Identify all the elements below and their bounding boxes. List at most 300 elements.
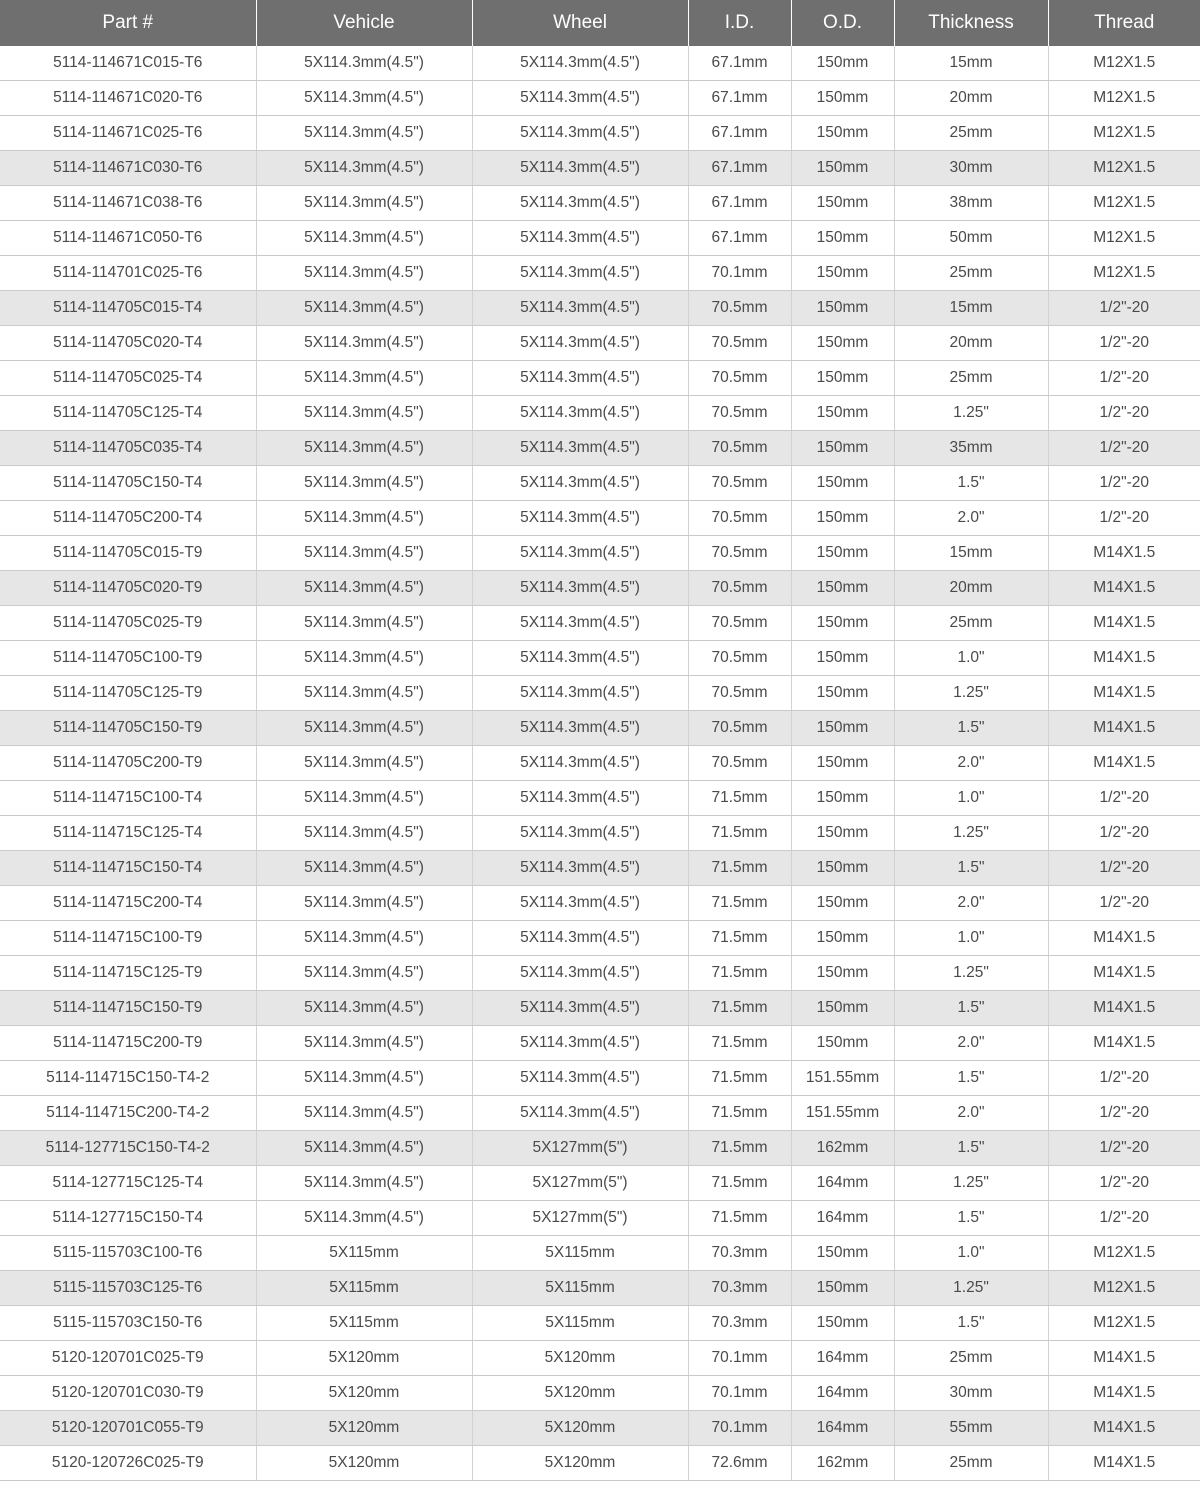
cell-vehicle: 5X114.3mm(4.5")	[256, 816, 472, 851]
table-row	[0, 361, 1200, 396]
cell-thread: M12X1.5	[1048, 151, 1200, 186]
cell-part-number: 5120-120701C055-T9	[0, 1411, 256, 1446]
cell-wheel: 5X114.3mm(4.5")	[472, 1026, 688, 1061]
cell-outer-diameter: 150mm	[791, 571, 894, 606]
cell-inner-diameter: 67.1mm	[688, 46, 791, 81]
header-part-number: Part #	[0, 0, 256, 46]
cell-wheel: 5X114.3mm(4.5")	[472, 746, 688, 781]
cell-part-number: 5114-127715C150-T4	[0, 1201, 256, 1236]
cell-vehicle: 5X114.3mm(4.5")	[256, 921, 472, 956]
cell-vehicle: 5X115mm	[256, 1306, 472, 1341]
cell-wheel: 5X114.3mm(4.5")	[472, 186, 688, 221]
cell-wheel: 5X127mm(5")	[472, 1201, 688, 1236]
table-row	[0, 1166, 1200, 1201]
cell-thickness: 1.0"	[894, 921, 1048, 956]
cell-wheel: 5X114.3mm(4.5")	[472, 46, 688, 81]
cell-thickness: 55mm	[894, 1411, 1048, 1446]
cell-thread: M14X1.5	[1048, 956, 1200, 991]
table-row	[0, 886, 1200, 921]
cell-wheel: 5X114.3mm(4.5")	[472, 256, 688, 291]
cell-outer-diameter: 162mm	[791, 1131, 894, 1166]
table-row	[0, 641, 1200, 676]
cell-outer-diameter: 150mm	[791, 711, 894, 746]
table-row	[0, 501, 1200, 536]
cell-thread: M12X1.5	[1048, 116, 1200, 151]
cell-vehicle: 5X114.3mm(4.5")	[256, 571, 472, 606]
cell-thickness: 15mm	[894, 291, 1048, 326]
cell-wheel: 5X114.3mm(4.5")	[472, 571, 688, 606]
cell-thread: M12X1.5	[1048, 1306, 1200, 1341]
cell-inner-diameter: 70.5mm	[688, 361, 791, 396]
table-row	[0, 221, 1200, 256]
cell-wheel: 5X114.3mm(4.5")	[472, 851, 688, 886]
cell-outer-diameter: 150mm	[791, 886, 894, 921]
cell-outer-diameter: 150mm	[791, 606, 894, 641]
cell-part-number: 5114-114715C150-T9	[0, 991, 256, 1026]
cell-thread: M12X1.5	[1048, 256, 1200, 291]
cell-vehicle: 5X114.3mm(4.5")	[256, 1061, 472, 1096]
cell-inner-diameter: 70.5mm	[688, 536, 791, 571]
cell-vehicle: 5X114.3mm(4.5")	[256, 81, 472, 116]
cell-thickness: 1.5"	[894, 851, 1048, 886]
table-row	[0, 536, 1200, 571]
cell-thread: 1/2"-20	[1048, 1166, 1200, 1201]
cell-thread: 1/2"-20	[1048, 501, 1200, 536]
cell-wheel: 5X114.3mm(4.5")	[472, 326, 688, 361]
cell-vehicle: 5X120mm	[256, 1341, 472, 1376]
cell-outer-diameter: 164mm	[791, 1166, 894, 1201]
cell-thread: M14X1.5	[1048, 676, 1200, 711]
cell-vehicle: 5X114.3mm(4.5")	[256, 116, 472, 151]
cell-vehicle: 5X114.3mm(4.5")	[256, 606, 472, 641]
cell-thickness: 1.25"	[894, 1166, 1048, 1201]
table-row	[0, 116, 1200, 151]
cell-outer-diameter: 150mm	[791, 81, 894, 116]
cell-thickness: 2.0"	[894, 746, 1048, 781]
cell-part-number: 5114-114671C025-T6	[0, 116, 256, 151]
cell-outer-diameter: 150mm	[791, 991, 894, 1026]
cell-vehicle: 5X114.3mm(4.5")	[256, 851, 472, 886]
cell-part-number: 5120-120726C025-T9	[0, 1446, 256, 1481]
cell-inner-diameter: 67.1mm	[688, 116, 791, 151]
cell-thickness: 20mm	[894, 326, 1048, 361]
cell-vehicle: 5X114.3mm(4.5")	[256, 676, 472, 711]
cell-thread: M14X1.5	[1048, 1026, 1200, 1061]
cell-thickness: 1.5"	[894, 466, 1048, 501]
cell-thickness: 50mm	[894, 221, 1048, 256]
header-row	[0, 0, 1200, 46]
cell-part-number: 5114-114705C100-T9	[0, 641, 256, 676]
cell-thickness: 1.5"	[894, 1131, 1048, 1166]
cell-inner-diameter: 71.5mm	[688, 1166, 791, 1201]
table-row	[0, 1236, 1200, 1271]
cell-part-number: 5114-114705C025-T9	[0, 606, 256, 641]
cell-thickness: 2.0"	[894, 886, 1048, 921]
cell-part-number: 5114-114705C150-T4	[0, 466, 256, 501]
cell-vehicle: 5X114.3mm(4.5")	[256, 1096, 472, 1131]
cell-wheel: 5X114.3mm(4.5")	[472, 606, 688, 641]
table-row	[0, 431, 1200, 466]
cell-wheel: 5X114.3mm(4.5")	[472, 431, 688, 466]
cell-inner-diameter: 70.1mm	[688, 1376, 791, 1411]
table-row	[0, 291, 1200, 326]
cell-vehicle: 5X114.3mm(4.5")	[256, 886, 472, 921]
cell-thread: M14X1.5	[1048, 1376, 1200, 1411]
cell-wheel: 5X114.3mm(4.5")	[472, 81, 688, 116]
cell-outer-diameter: 150mm	[791, 326, 894, 361]
cell-thickness: 2.0"	[894, 1026, 1048, 1061]
cell-outer-diameter: 150mm	[791, 1236, 894, 1271]
cell-outer-diameter: 150mm	[791, 1271, 894, 1306]
table-row	[0, 1341, 1200, 1376]
cell-thread: M12X1.5	[1048, 46, 1200, 81]
header-thickness: Thickness	[894, 0, 1048, 46]
cell-outer-diameter: 150mm	[791, 851, 894, 886]
cell-outer-diameter: 150mm	[791, 676, 894, 711]
cell-wheel: 5X120mm	[472, 1341, 688, 1376]
cell-wheel: 5X120mm	[472, 1376, 688, 1411]
cell-inner-diameter: 71.5mm	[688, 1201, 791, 1236]
cell-thickness: 25mm	[894, 116, 1048, 151]
cell-thread: M14X1.5	[1048, 921, 1200, 956]
cell-part-number: 5120-120701C030-T9	[0, 1376, 256, 1411]
cell-wheel: 5X114.3mm(4.5")	[472, 116, 688, 151]
cell-wheel: 5X114.3mm(4.5")	[472, 1096, 688, 1131]
cell-thread: M14X1.5	[1048, 1446, 1200, 1481]
cell-thickness: 25mm	[894, 256, 1048, 291]
cell-outer-diameter: 150mm	[791, 116, 894, 151]
cell-thickness: 1.25"	[894, 676, 1048, 711]
cell-outer-diameter: 150mm	[791, 641, 894, 676]
cell-thickness: 30mm	[894, 1376, 1048, 1411]
cell-thickness: 25mm	[894, 606, 1048, 641]
cell-wheel: 5X114.3mm(4.5")	[472, 641, 688, 676]
cell-inner-diameter: 70.5mm	[688, 396, 791, 431]
cell-inner-diameter: 71.5mm	[688, 956, 791, 991]
cell-thread: M12X1.5	[1048, 186, 1200, 221]
cell-inner-diameter: 71.5mm	[688, 851, 791, 886]
cell-thickness: 1.5"	[894, 1306, 1048, 1341]
cell-thread: M14X1.5	[1048, 606, 1200, 641]
cell-outer-diameter: 150mm	[791, 151, 894, 186]
table-row	[0, 81, 1200, 116]
cell-wheel: 5X114.3mm(4.5")	[472, 781, 688, 816]
cell-vehicle: 5X114.3mm(4.5")	[256, 1026, 472, 1061]
cell-part-number: 5114-114671C020-T6	[0, 81, 256, 116]
cell-outer-diameter: 150mm	[791, 466, 894, 501]
cell-wheel: 5X115mm	[472, 1271, 688, 1306]
cell-outer-diameter: 162mm	[791, 1446, 894, 1481]
cell-vehicle: 5X114.3mm(4.5")	[256, 536, 472, 571]
table-row	[0, 396, 1200, 431]
cell-inner-diameter: 71.5mm	[688, 921, 791, 956]
table-row	[0, 571, 1200, 606]
cell-thread: 1/2"-20	[1048, 816, 1200, 851]
cell-outer-diameter: 150mm	[791, 186, 894, 221]
cell-part-number: 5114-114705C015-T9	[0, 536, 256, 571]
cell-thickness: 1.0"	[894, 641, 1048, 676]
cell-vehicle: 5X114.3mm(4.5")	[256, 396, 472, 431]
cell-vehicle: 5X114.3mm(4.5")	[256, 956, 472, 991]
cell-thread: 1/2"-20	[1048, 466, 1200, 501]
table-row	[0, 816, 1200, 851]
cell-outer-diameter: 150mm	[791, 221, 894, 256]
cell-thickness: 2.0"	[894, 1096, 1048, 1131]
cell-inner-diameter: 70.5mm	[688, 291, 791, 326]
table-row	[0, 1096, 1200, 1131]
cell-part-number: 5114-114705C150-T9	[0, 711, 256, 746]
cell-outer-diameter: 150mm	[791, 816, 894, 851]
cell-thread: 1/2"-20	[1048, 1131, 1200, 1166]
cell-inner-diameter: 72.6mm	[688, 1446, 791, 1481]
table-row	[0, 1201, 1200, 1236]
cell-inner-diameter: 70.5mm	[688, 641, 791, 676]
cell-thread: M12X1.5	[1048, 1236, 1200, 1271]
cell-part-number: 5115-115703C125-T6	[0, 1271, 256, 1306]
cell-vehicle: 5X120mm	[256, 1376, 472, 1411]
header-wheel: Wheel	[472, 0, 688, 46]
cell-inner-diameter: 67.1mm	[688, 186, 791, 221]
cell-outer-diameter: 150mm	[791, 431, 894, 466]
cell-vehicle: 5X114.3mm(4.5")	[256, 151, 472, 186]
cell-part-number: 5114-114715C150-T4-2	[0, 1061, 256, 1096]
cell-vehicle: 5X114.3mm(4.5")	[256, 501, 472, 536]
cell-thickness: 25mm	[894, 1446, 1048, 1481]
cell-outer-diameter: 164mm	[791, 1376, 894, 1411]
cell-thickness: 35mm	[894, 431, 1048, 466]
cell-thickness: 1.25"	[894, 396, 1048, 431]
cell-thickness: 1.0"	[894, 781, 1048, 816]
cell-outer-diameter: 164mm	[791, 1411, 894, 1446]
table-row	[0, 676, 1200, 711]
cell-outer-diameter: 150mm	[791, 256, 894, 291]
cell-wheel: 5X114.3mm(4.5")	[472, 816, 688, 851]
cell-part-number: 5114-114715C100-T9	[0, 921, 256, 956]
table-row	[0, 956, 1200, 991]
cell-thread: 1/2"-20	[1048, 851, 1200, 886]
cell-thread: 1/2"-20	[1048, 1061, 1200, 1096]
cell-inner-diameter: 71.5mm	[688, 1061, 791, 1096]
cell-part-number: 5114-114705C025-T4	[0, 361, 256, 396]
cell-thickness: 1.25"	[894, 816, 1048, 851]
cell-thickness: 15mm	[894, 536, 1048, 571]
cell-outer-diameter: 150mm	[791, 956, 894, 991]
cell-inner-diameter: 70.3mm	[688, 1271, 791, 1306]
cell-part-number: 5114-114715C125-T9	[0, 956, 256, 991]
cell-wheel: 5X114.3mm(4.5")	[472, 501, 688, 536]
cell-wheel: 5X114.3mm(4.5")	[472, 991, 688, 1026]
cell-inner-diameter: 71.5mm	[688, 781, 791, 816]
table-row	[0, 746, 1200, 781]
cell-vehicle: 5X114.3mm(4.5")	[256, 991, 472, 1026]
cell-part-number: 5114-114705C125-T4	[0, 396, 256, 431]
cell-outer-diameter: 150mm	[791, 536, 894, 571]
cell-part-number: 5114-114705C200-T9	[0, 746, 256, 781]
table-row	[0, 1061, 1200, 1096]
cell-part-number: 5114-114715C200-T9	[0, 1026, 256, 1061]
table-row	[0, 606, 1200, 641]
cell-outer-diameter: 150mm	[791, 361, 894, 396]
cell-thickness: 38mm	[894, 186, 1048, 221]
header-vehicle: Vehicle	[256, 0, 472, 46]
cell-vehicle: 5X115mm	[256, 1271, 472, 1306]
cell-inner-diameter: 71.5mm	[688, 886, 791, 921]
cell-inner-diameter: 71.5mm	[688, 1096, 791, 1131]
cell-inner-diameter: 70.5mm	[688, 676, 791, 711]
header-inner-diameter: I.D.	[688, 0, 791, 46]
cell-thickness: 30mm	[894, 151, 1048, 186]
cell-thickness: 1.5"	[894, 1061, 1048, 1096]
cell-part-number: 5114-114671C050-T6	[0, 221, 256, 256]
cell-thickness: 1.25"	[894, 1271, 1048, 1306]
table-row	[0, 151, 1200, 186]
cell-part-number: 5114-114715C125-T4	[0, 816, 256, 851]
cell-outer-diameter: 150mm	[791, 781, 894, 816]
table-row	[0, 186, 1200, 221]
cell-vehicle: 5X115mm	[256, 1236, 472, 1271]
table-row	[0, 1131, 1200, 1166]
cell-inner-diameter: 70.1mm	[688, 256, 791, 291]
cell-vehicle: 5X114.3mm(4.5")	[256, 466, 472, 501]
cell-vehicle: 5X114.3mm(4.5")	[256, 1201, 472, 1236]
cell-vehicle: 5X114.3mm(4.5")	[256, 46, 472, 81]
table-row	[0, 991, 1200, 1026]
cell-inner-diameter: 70.5mm	[688, 501, 791, 536]
cell-outer-diameter: 150mm	[791, 501, 894, 536]
cell-thickness: 25mm	[894, 1341, 1048, 1376]
table-row	[0, 256, 1200, 291]
cell-thickness: 15mm	[894, 46, 1048, 81]
cell-outer-diameter: 150mm	[791, 1026, 894, 1061]
cell-part-number: 5114-114705C200-T4	[0, 501, 256, 536]
cell-vehicle: 5X114.3mm(4.5")	[256, 641, 472, 676]
cell-vehicle: 5X120mm	[256, 1411, 472, 1446]
cell-thread: 1/2"-20	[1048, 396, 1200, 431]
cell-thread: M14X1.5	[1048, 711, 1200, 746]
cell-wheel: 5X114.3mm(4.5")	[472, 396, 688, 431]
cell-inner-diameter: 67.1mm	[688, 221, 791, 256]
table-body	[0, 46, 1200, 1481]
cell-inner-diameter: 70.5mm	[688, 711, 791, 746]
cell-inner-diameter: 67.1mm	[688, 151, 791, 186]
cell-part-number: 5114-114715C100-T4	[0, 781, 256, 816]
cell-wheel: 5X114.3mm(4.5")	[472, 886, 688, 921]
cell-thread: 1/2"-20	[1048, 291, 1200, 326]
cell-wheel: 5X114.3mm(4.5")	[472, 956, 688, 991]
cell-wheel: 5X114.3mm(4.5")	[472, 676, 688, 711]
cell-part-number: 5114-114671C015-T6	[0, 46, 256, 81]
cell-thickness: 1.0"	[894, 1236, 1048, 1271]
cell-wheel: 5X114.3mm(4.5")	[472, 536, 688, 571]
cell-thread: 1/2"-20	[1048, 1096, 1200, 1131]
table-row	[0, 781, 1200, 816]
cell-outer-diameter: 150mm	[791, 921, 894, 956]
cell-wheel: 5X114.3mm(4.5")	[472, 221, 688, 256]
cell-thread: M14X1.5	[1048, 536, 1200, 571]
table-row	[0, 1026, 1200, 1061]
cell-part-number: 5114-114715C200-T4	[0, 886, 256, 921]
cell-thickness: 2.0"	[894, 501, 1048, 536]
cell-inner-diameter: 70.3mm	[688, 1306, 791, 1341]
cell-part-number: 5120-120701C025-T9	[0, 1341, 256, 1376]
cell-wheel: 5X114.3mm(4.5")	[472, 1061, 688, 1096]
cell-inner-diameter: 70.5mm	[688, 606, 791, 641]
cell-inner-diameter: 71.5mm	[688, 1131, 791, 1166]
cell-wheel: 5X127mm(5")	[472, 1166, 688, 1201]
cell-vehicle: 5X114.3mm(4.5")	[256, 746, 472, 781]
table-row	[0, 921, 1200, 956]
cell-part-number: 5114-114705C125-T9	[0, 676, 256, 711]
cell-outer-diameter: 151.55mm	[791, 1096, 894, 1131]
cell-inner-diameter: 71.5mm	[688, 1026, 791, 1061]
cell-thread: 1/2"-20	[1048, 361, 1200, 396]
cell-wheel: 5X114.3mm(4.5")	[472, 921, 688, 956]
table-row	[0, 851, 1200, 886]
cell-inner-diameter: 70.1mm	[688, 1341, 791, 1376]
table-row	[0, 1411, 1200, 1446]
table-row	[0, 1306, 1200, 1341]
cell-vehicle: 5X114.3mm(4.5")	[256, 291, 472, 326]
table-row	[0, 1271, 1200, 1306]
cell-outer-diameter: 164mm	[791, 1201, 894, 1236]
cell-vehicle: 5X120mm	[256, 1446, 472, 1481]
cell-thread: 1/2"-20	[1048, 1201, 1200, 1236]
cell-wheel: 5X127mm(5")	[472, 1131, 688, 1166]
header-outer-diameter: O.D.	[791, 0, 894, 46]
cell-part-number: 5114-127715C125-T4	[0, 1166, 256, 1201]
cell-inner-diameter: 70.3mm	[688, 1236, 791, 1271]
cell-wheel: 5X114.3mm(4.5")	[472, 151, 688, 186]
cell-inner-diameter: 71.5mm	[688, 991, 791, 1026]
cell-inner-diameter: 70.5mm	[688, 326, 791, 361]
table-row	[0, 46, 1200, 81]
cell-part-number: 5114-114701C025-T6	[0, 256, 256, 291]
cell-inner-diameter: 70.5mm	[688, 466, 791, 501]
table-row	[0, 1376, 1200, 1411]
cell-wheel: 5X115mm	[472, 1306, 688, 1341]
cell-thread: M14X1.5	[1048, 991, 1200, 1026]
cell-thickness: 1.5"	[894, 991, 1048, 1026]
cell-inner-diameter: 70.5mm	[688, 431, 791, 466]
cell-inner-diameter: 71.5mm	[688, 816, 791, 851]
cell-thread: M14X1.5	[1048, 1411, 1200, 1446]
cell-thread: 1/2"-20	[1048, 431, 1200, 466]
cell-vehicle: 5X114.3mm(4.5")	[256, 431, 472, 466]
cell-inner-diameter: 67.1mm	[688, 81, 791, 116]
cell-vehicle: 5X114.3mm(4.5")	[256, 1166, 472, 1201]
cell-part-number: 5114-114705C020-T4	[0, 326, 256, 361]
cell-thread: 1/2"-20	[1048, 781, 1200, 816]
cell-thread: 1/2"-20	[1048, 326, 1200, 361]
cell-vehicle: 5X114.3mm(4.5")	[256, 711, 472, 746]
cell-thickness: 1.5"	[894, 1201, 1048, 1236]
cell-outer-diameter: 150mm	[791, 1306, 894, 1341]
cell-outer-diameter: 150mm	[791, 396, 894, 431]
header-thread: Thread	[1048, 0, 1200, 46]
cell-thickness: 1.5"	[894, 711, 1048, 746]
cell-thread: M14X1.5	[1048, 1341, 1200, 1376]
table-row	[0, 326, 1200, 361]
cell-part-number: 5114-114715C150-T4	[0, 851, 256, 886]
cell-thickness: 20mm	[894, 571, 1048, 606]
cell-part-number: 5114-127715C150-T4-2	[0, 1131, 256, 1166]
cell-outer-diameter: 151.55mm	[791, 1061, 894, 1096]
cell-thickness: 20mm	[894, 81, 1048, 116]
cell-vehicle: 5X114.3mm(4.5")	[256, 361, 472, 396]
cell-part-number: 5115-115703C100-T6	[0, 1236, 256, 1271]
cell-vehicle: 5X114.3mm(4.5")	[256, 781, 472, 816]
cell-vehicle: 5X114.3mm(4.5")	[256, 1131, 472, 1166]
